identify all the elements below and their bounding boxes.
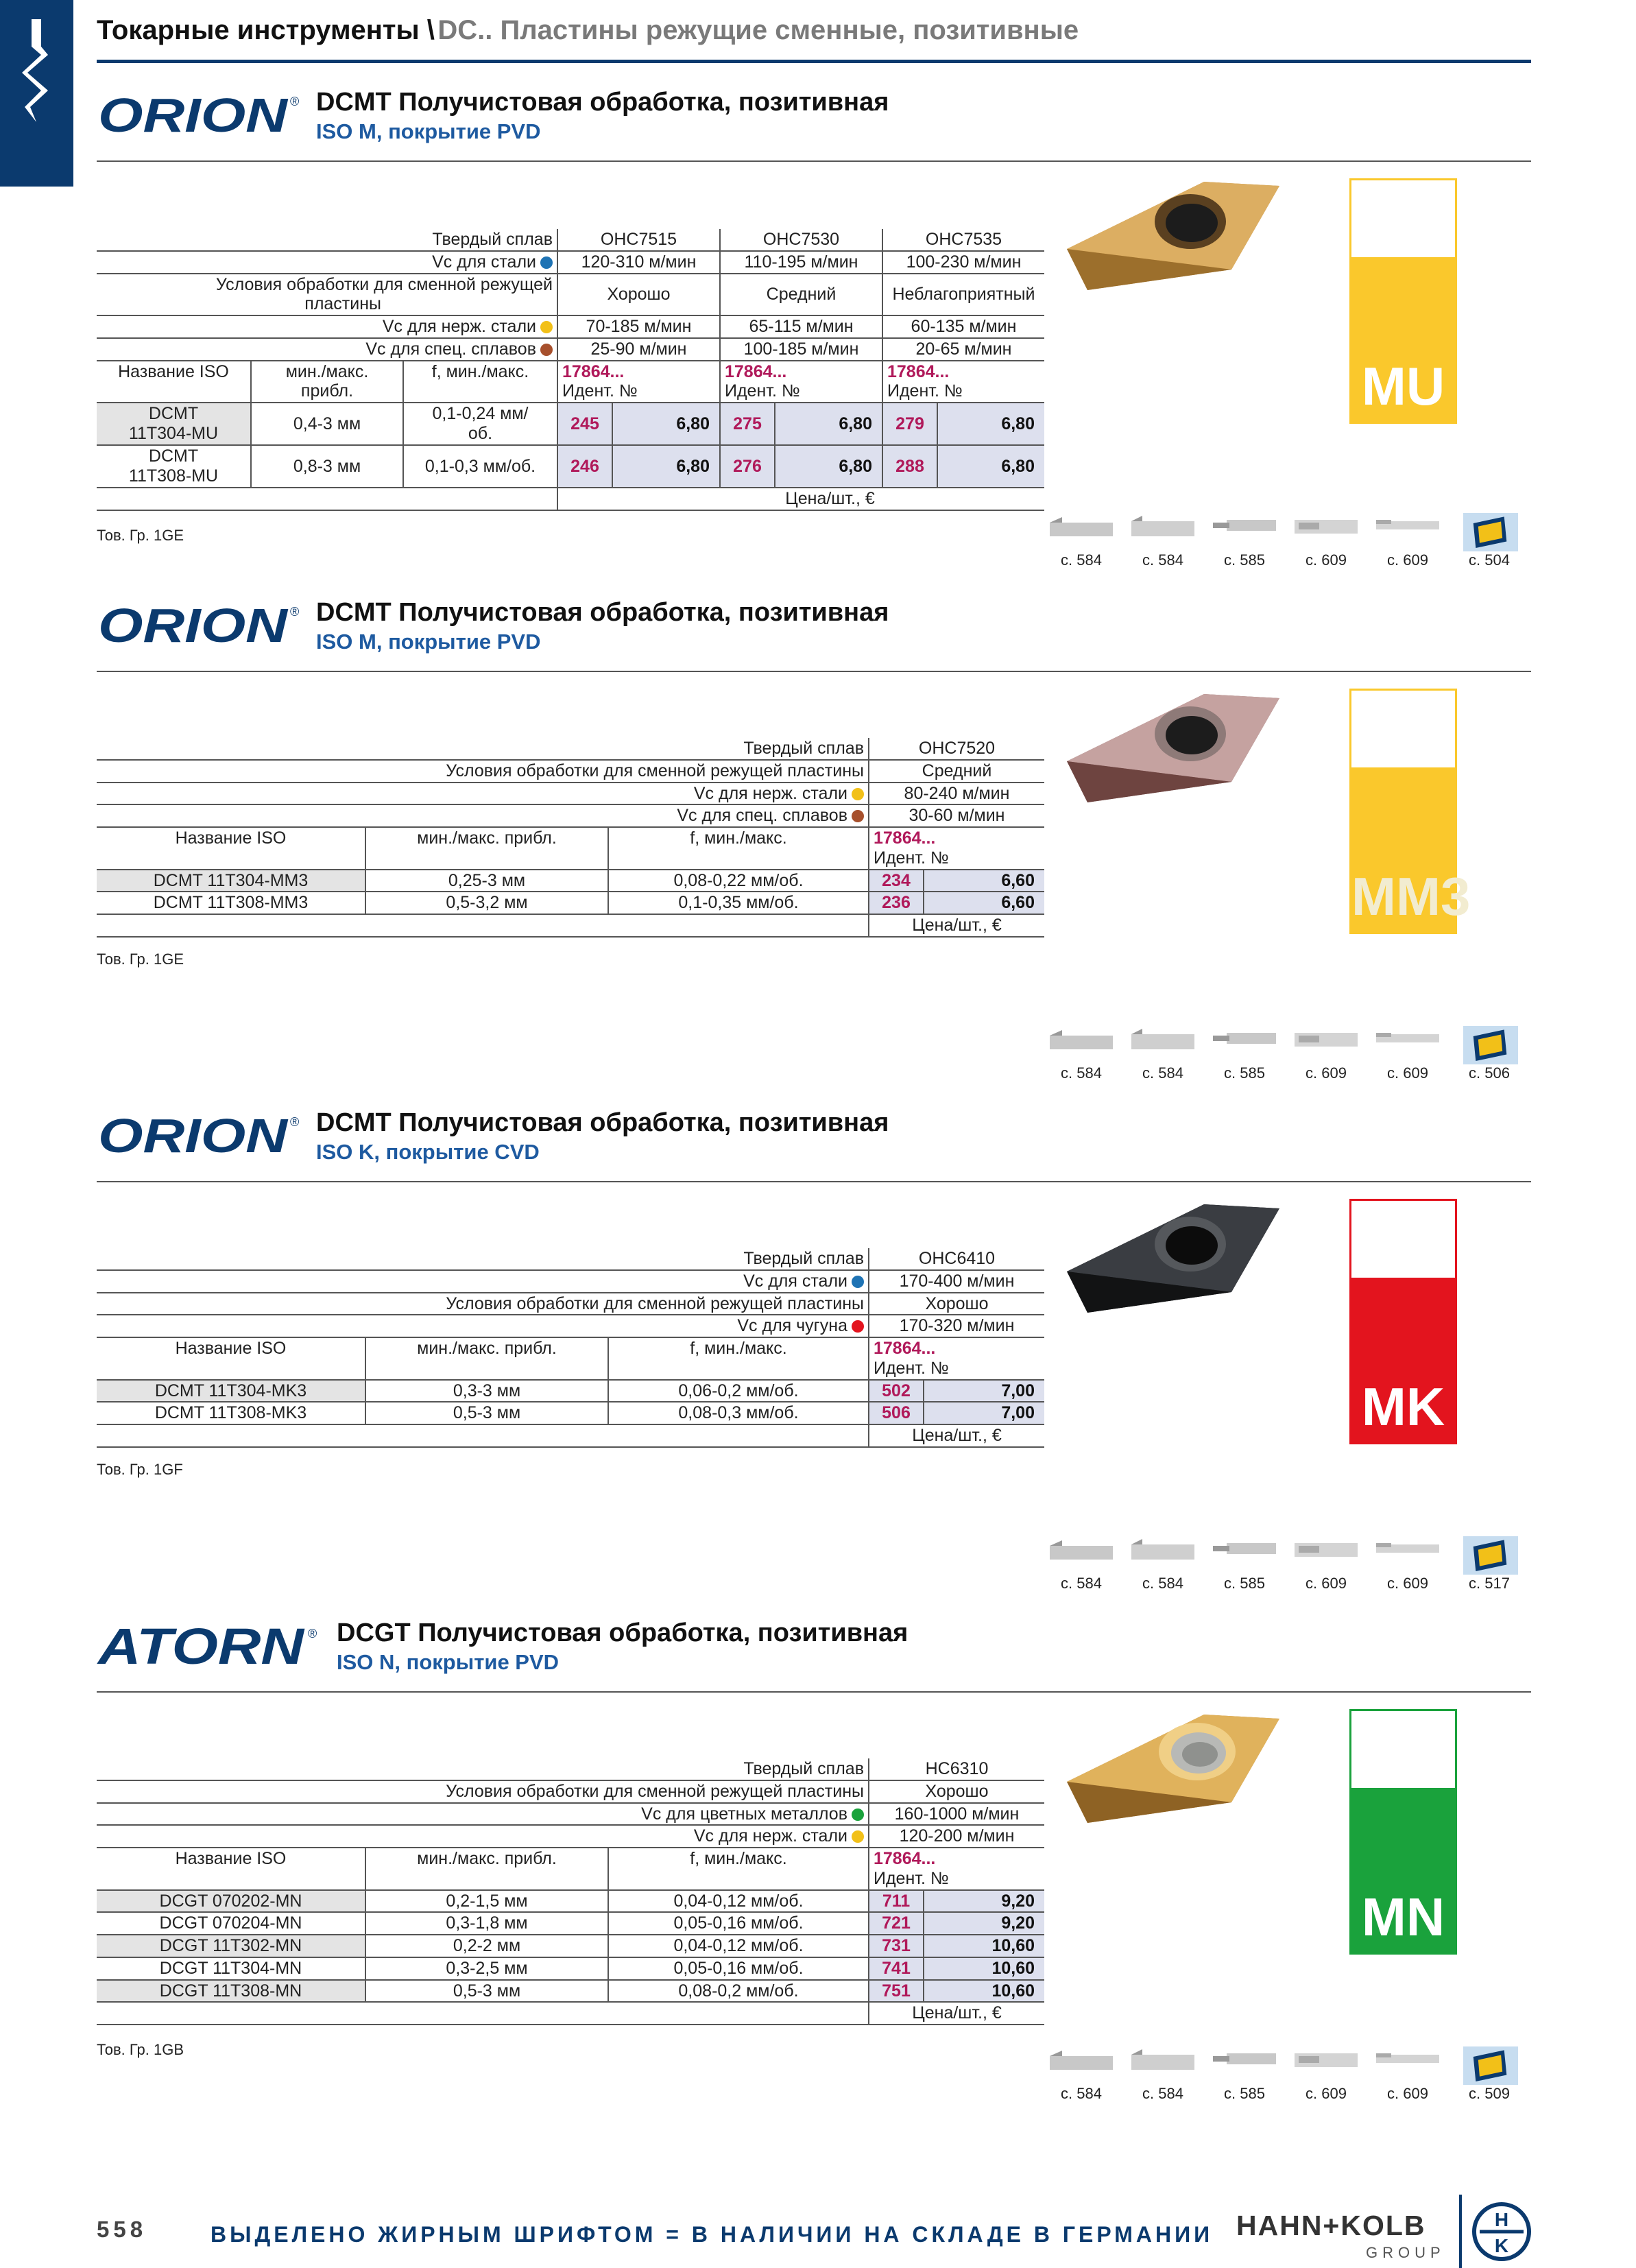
hardalloy-label: Твердый сплав [97, 1248, 869, 1270]
iso-name-header: Название ISO [97, 827, 365, 870]
conditions-label: Условия обработки для сменной режущей пластины [97, 274, 557, 316]
vc-special-2: 100-185 м/мин [720, 338, 882, 361]
svg-text:®: ® [290, 95, 300, 108]
grade-badge [1349, 1199, 1457, 1444]
grade-badge [1349, 178, 1457, 424]
product-group: Тов. Гр. 1GF [97, 1461, 183, 1478]
vc-steel-1: 120-310 м/мин [557, 251, 720, 274]
approach-value: 0,5-3 мм [365, 1402, 608, 1424]
feed-value: 0,04-0,12 мм/об. [608, 1935, 869, 1957]
price: 10,60 [924, 1980, 1044, 2003]
price: 9,20 [924, 1890, 1044, 1913]
price: 7,00 [924, 1402, 1044, 1424]
section-dcmt-mk3 [97, 1108, 1531, 1602]
table-row [97, 870, 1044, 892]
price: 6,60 [924, 870, 1044, 892]
badge-code: MM3 [1351, 866, 1471, 927]
feed-header: f, мин./макс. [608, 1848, 869, 1890]
price: 6,80 [775, 403, 882, 445]
vc-special: 30-60 м/мин [869, 804, 1044, 827]
condition-1: Хорошо [557, 274, 720, 316]
iso-name-header: Название ISO [97, 1337, 365, 1380]
nonferrous-dot [852, 1809, 864, 1821]
ident-number: 731 [869, 1935, 924, 1957]
table-row [97, 1957, 1044, 1980]
vc-nonferrous-label: Vc для цветных металлов [97, 1803, 869, 1826]
product-group: Тов. Гр. 1GB [97, 2041, 184, 2058]
feed-value: 0,08-0,3 мм/об. [608, 1402, 869, 1424]
stock-note: ВЫДЕЛЕНО ЖИРНЫМ ШРИФТОМ = В НАЛИЧИИ НА СКЛАДЕ В ГЕРМАНИИ [210, 2222, 1214, 2247]
section-title: DCGT Получистовая обработка, позитивная [337, 1619, 909, 1647]
condition: Хорошо [869, 1780, 1044, 1803]
vc-castiron-label: Vc для чугуна [97, 1315, 869, 1337]
price: 9,20 [924, 1912, 1044, 1935]
tool-holder-refs [1047, 513, 1527, 575]
svg-text:®: ® [290, 1115, 300, 1129]
approach-value: 0,2-2 мм [365, 1935, 608, 1957]
feed-value: 0,05-0,16 мм/об. [608, 1912, 869, 1935]
insert-image-gold-chipbreaker [1060, 1706, 1293, 1823]
stainless-dot [852, 788, 864, 800]
brand-orion: ORION [98, 599, 289, 652]
grade-badge [1349, 689, 1471, 934]
holder-ref[interactable]: с. 584 [1047, 513, 1116, 575]
section-title: DCMT Получистовая обработка, позитивная [316, 88, 889, 117]
table-row [97, 1890, 1044, 1913]
conditions-label: Условия обработки для сменной режущей пластины [97, 760, 869, 783]
spec-table [97, 1758, 1044, 2025]
brand-orion: ORION [98, 1109, 289, 1162]
ident-number: 246 [557, 445, 612, 488]
page-number: 558 [97, 2217, 147, 2242]
ident-number: 236 [869, 892, 924, 914]
holder-ref[interactable]: с. 609 [1373, 2046, 1442, 2108]
badge-code: MU [1361, 356, 1445, 416]
table-row [97, 1380, 1044, 1402]
holder-ref[interactable]: с. 584 [1129, 2046, 1197, 2108]
brand-orion: ORION [98, 88, 289, 141]
svg-text:®: ® [290, 605, 300, 619]
castiron-dot [852, 1320, 864, 1333]
vc-nonferrous: 160-1000 м/мин [869, 1803, 1044, 1826]
grade: OHC7520 [869, 738, 1044, 760]
price: 6,80 [937, 403, 1044, 445]
section-rule [97, 671, 1531, 672]
holder-ref[interactable]: с. 584 [1047, 1536, 1116, 1598]
ident-number: 751 [869, 1980, 924, 2003]
price: 6,60 [924, 892, 1044, 914]
vc-special-label: Vc для спец. сплавов [97, 804, 869, 827]
holder-ref[interactable]: с. 506 [1455, 1026, 1524, 1088]
feed-header: f, мин./макс. [608, 1337, 869, 1380]
ident-header-2: 17864... Идент. № [720, 361, 882, 403]
iso-name: DCMT 11T308-MK3 [97, 1402, 365, 1424]
ident-header-3: 17864... Идент. № [882, 361, 1044, 403]
vc-stainless-3: 60-135 м/мин [882, 315, 1044, 338]
feed-value: 0,08-0,22 мм/об. [608, 870, 869, 892]
vc-stainless-label: Vc для нерж. стали [97, 1825, 869, 1848]
table-row [97, 1912, 1044, 1935]
hardalloy-label: Твердый сплав [97, 1758, 869, 1780]
iso-name-header: Название ISO [97, 361, 251, 403]
ident-header: 17864... Идент. № [869, 1848, 1044, 1890]
vc-castiron: 170-320 м/мин [869, 1315, 1044, 1337]
feed-header: f, мин./макс. [403, 361, 557, 403]
grade: OHC6410 [869, 1248, 1044, 1270]
vc-steel: 170-400 м/мин [869, 1270, 1044, 1293]
badge-code: MK [1361, 1376, 1445, 1437]
table-row [97, 403, 1044, 445]
feed-value: 0,1-0,24 мм/ об. [403, 403, 557, 445]
special-dot [540, 344, 553, 356]
spec-table [97, 1248, 1044, 1448]
side-tab [0, 0, 73, 187]
iso-name-header: Название ISO [97, 1848, 365, 1890]
holder-ref[interactable]: с. 584 [1047, 1026, 1116, 1088]
condition: Хорошо [869, 1293, 1044, 1315]
price: 7,00 [924, 1380, 1044, 1402]
tool-holder-refs [1047, 2046, 1527, 2108]
holder-ref[interactable]: с. 609 [1292, 1536, 1360, 1598]
table-row [97, 892, 1044, 914]
approach-value: 0,4-3 мм [251, 403, 403, 445]
conditions-label: Условия обработки для сменной режущей пластины [97, 1293, 869, 1315]
iso-name: DCMT 11T304-MU [97, 403, 251, 445]
section-subtitle: ISO N, покрытие PVD [337, 1650, 560, 1674]
iso-name: DCMT 11T304-MK3 [97, 1380, 365, 1402]
svg-text:®: ® [308, 1627, 317, 1640]
ident-number: 245 [557, 403, 612, 445]
ident-header-1: 17864... Идент. № [557, 361, 720, 403]
vc-stainless-label: Vc для нерж. стали [97, 783, 869, 805]
vc-steel-label: Vc для стали [97, 251, 557, 274]
price: 6,80 [937, 445, 1044, 488]
steel-dot [540, 256, 553, 269]
feed-value: 0,1-0,3 мм/об. [403, 445, 557, 488]
iso-name: DCGT 11T304-MN [97, 1957, 365, 1980]
vc-special-3: 20-65 м/мин [882, 338, 1044, 361]
insert-image-black [1060, 1196, 1293, 1313]
holder-ref[interactable]: с. 585 [1210, 2046, 1279, 2108]
company-name: HAHN+KOLB [1236, 2210, 1426, 2241]
ident-number: 275 [720, 403, 775, 445]
holder-ref[interactable]: с. 609 [1292, 1026, 1360, 1088]
price-label: Цена/шт., € [869, 2002, 1044, 2025]
conditions-label: Условия обработки для сменной режущей пластины [97, 1780, 869, 1803]
ident-number: 279 [882, 403, 937, 445]
feed-value: 0,06-0,2 мм/об. [608, 1380, 869, 1402]
holder-ref[interactable]: с. 609 [1373, 513, 1442, 575]
section-title: DCMT Получистовая обработка, позитивная [316, 1108, 889, 1137]
stainless-dot [540, 321, 553, 333]
product-group: Тов. Гр. 1GE [97, 951, 184, 968]
ident-header: 17864... Идент. № [869, 827, 1044, 870]
price-label: Цена/шт., € [869, 1424, 1044, 1447]
grade-3: OHC7535 [882, 229, 1044, 251]
feed-value: 0,1-0,35 мм/об. [608, 892, 869, 914]
ident-number: 234 [869, 870, 924, 892]
ident-number: 711 [869, 1890, 924, 1913]
vc-stainless-1: 70-185 м/мин [557, 315, 720, 338]
holder-ref[interactable]: с. 509 [1455, 2046, 1524, 2108]
approach-value: 0,5-3,2 мм [365, 892, 608, 914]
feed-value: 0,04-0,12 мм/об. [608, 1890, 869, 1913]
holder-ref[interactable]: с. 504 [1455, 513, 1524, 575]
section-rule [97, 160, 1531, 162]
holder-ref[interactable]: с. 609 [1373, 1026, 1442, 1088]
price: 6,80 [612, 445, 720, 488]
insert-image-gold [1060, 174, 1293, 290]
product-group: Тов. Гр. 1GE [97, 527, 184, 544]
vc-special-label: Vc для спец. сплавов [97, 338, 557, 361]
approach-value: 0,3-3 мм [365, 1380, 608, 1402]
table-row [97, 1980, 1044, 2003]
iso-name: DCGT 070204-MN [97, 1912, 365, 1935]
approach-value: 0,8-3 мм [251, 445, 403, 488]
table-row [97, 1935, 1044, 1957]
holder-ref[interactable]: с. 609 [1373, 1536, 1442, 1598]
holder-ref[interactable]: с. 585 [1210, 1026, 1279, 1088]
drill-icon [21, 19, 52, 122]
table-row [97, 445, 1044, 488]
orion-logo [97, 88, 302, 141]
section-subtitle: ISO M, покрытие PVD [316, 630, 541, 654]
section-subtitle: ISO M, покрытие PVD [316, 119, 541, 143]
vc-steel-label: Vc для стали [97, 1270, 869, 1293]
holder-ref[interactable]: с. 517 [1455, 1536, 1524, 1598]
svg-text:K: K [1494, 2235, 1509, 2256]
condition-2: Средний [720, 274, 882, 316]
steel-dot [852, 1276, 864, 1288]
section-rule [97, 1691, 1531, 1693]
header-title-main: Токарные инструменты \ [97, 15, 435, 45]
stainless-dot [852, 1830, 864, 1843]
hahn-kolb-emblem-icon [1459, 2195, 1533, 2268]
approach-value: 0,3-1,8 мм [365, 1912, 608, 1935]
approach-value: 0,2-1,5 мм [365, 1890, 608, 1913]
approach-header: мин./макс. прибл. [365, 1848, 608, 1890]
grade: HC6310 [869, 1758, 1044, 1780]
approach-header: мин./макс. прибл. [251, 361, 403, 403]
insert-image-rose [1060, 686, 1293, 802]
iso-name: DCMT 11T308-MU [97, 445, 251, 488]
price: 6,80 [775, 445, 882, 488]
holder-ref[interactable]: с. 609 [1292, 513, 1360, 575]
ident-header: 17864... Идент. № [869, 1337, 1044, 1380]
tool-holder-refs [1047, 1536, 1527, 1598]
ident-number: 288 [882, 445, 937, 488]
holder-ref[interactable]: с. 609 [1292, 2046, 1360, 2108]
holder-ref[interactable]: с. 584 [1129, 1026, 1197, 1088]
grade-badge [1349, 1709, 1457, 1955]
holder-ref[interactable]: с. 584 [1129, 513, 1197, 575]
ident-number: 502 [869, 1380, 924, 1402]
vc-stainless: 80-240 м/мин [869, 783, 1044, 805]
holder-ref[interactable]: с. 585 [1210, 1536, 1279, 1598]
condition-3: Неблагоприятный [882, 274, 1044, 316]
price: 10,60 [924, 1957, 1044, 1980]
ident-number: 741 [869, 1957, 924, 1980]
approach-value: 0,3-2,5 мм [365, 1957, 608, 1980]
vc-stainless-2: 65-115 м/мин [720, 315, 882, 338]
table-row [97, 1402, 1044, 1424]
atorn-logo [97, 1619, 323, 1672]
tool-holder-refs [1047, 1026, 1527, 1088]
approach-header: мин./макс. прибл. [365, 1337, 608, 1380]
vc-special-1: 25-90 м/мин [557, 338, 720, 361]
iso-name: DCGT 11T302-MN [97, 1935, 365, 1957]
price: 10,60 [924, 1935, 1044, 1957]
hardalloy-label: Твердый сплав [97, 229, 557, 251]
price-label: Цена/шт., € [869, 914, 1044, 937]
approach-value: 0,25-3 мм [365, 870, 608, 892]
vc-stainless-label: Vc для нерж. стали [97, 315, 557, 338]
feed-value: 0,08-0,2 мм/об. [608, 1980, 869, 2003]
section-dcmt-mu [97, 88, 1531, 582]
svg-text:H: H [1494, 2209, 1509, 2230]
brand-atorn: ATORN [97, 1619, 305, 1672]
iso-name: DCGT 11T308-MN [97, 1980, 365, 2003]
feed-value: 0,05-0,16 мм/об. [608, 1957, 869, 1980]
iso-name: DCGT 070202-MN [97, 1890, 365, 1913]
section-rule [97, 1181, 1531, 1182]
special-dot [852, 810, 864, 822]
holder-ref[interactable]: с. 584 [1129, 1536, 1197, 1598]
vc-steel-3: 100-230 м/мин [882, 251, 1044, 274]
spec-table [97, 738, 1044, 938]
company-group: GROUP [1366, 2244, 1445, 2261]
section-dcmt-mm3 [97, 598, 1531, 1092]
approach-header: мин./макс. прибл. [365, 827, 608, 870]
orion-logo [97, 598, 302, 652]
iso-name: DCMT 11T304-MM3 [97, 870, 365, 892]
price: 6,80 [612, 403, 720, 445]
badge-code: MN [1361, 1887, 1445, 1947]
vc-stainless: 120-200 м/мин [869, 1825, 1044, 1848]
hardalloy-label: Твердый сплав [97, 738, 869, 760]
condition: Средний [869, 760, 1044, 783]
orion-logo [97, 1108, 302, 1162]
grade-2: OHC7530 [720, 229, 882, 251]
section-dcgt-mn [97, 1619, 1531, 2112]
header-title-sub: DC.. Пластины режущие сменные, позитивные [437, 15, 1079, 45]
ident-number: 506 [869, 1402, 924, 1424]
approach-value: 0,5-3 мм [365, 1980, 608, 2003]
feed-header: f, мин./макс. [608, 827, 869, 870]
vc-steel-2: 110-195 м/мин [720, 251, 882, 274]
spec-table [97, 229, 1044, 511]
holder-ref[interactable]: с. 585 [1210, 513, 1279, 575]
iso-name: DCMT 11T308-MM3 [97, 892, 365, 914]
section-subtitle: ISO K, покрытие CVD [316, 1140, 540, 1164]
holder-ref[interactable]: с. 584 [1047, 2046, 1116, 2108]
ident-number: 276 [720, 445, 775, 488]
page-header [97, 15, 1531, 63]
section-title: DCMT Получистовая обработка, позитивная [316, 598, 889, 627]
ident-number: 721 [869, 1912, 924, 1935]
price-label: Цена/шт., € [557, 488, 1044, 510]
grade-1: OHC7515 [557, 229, 720, 251]
